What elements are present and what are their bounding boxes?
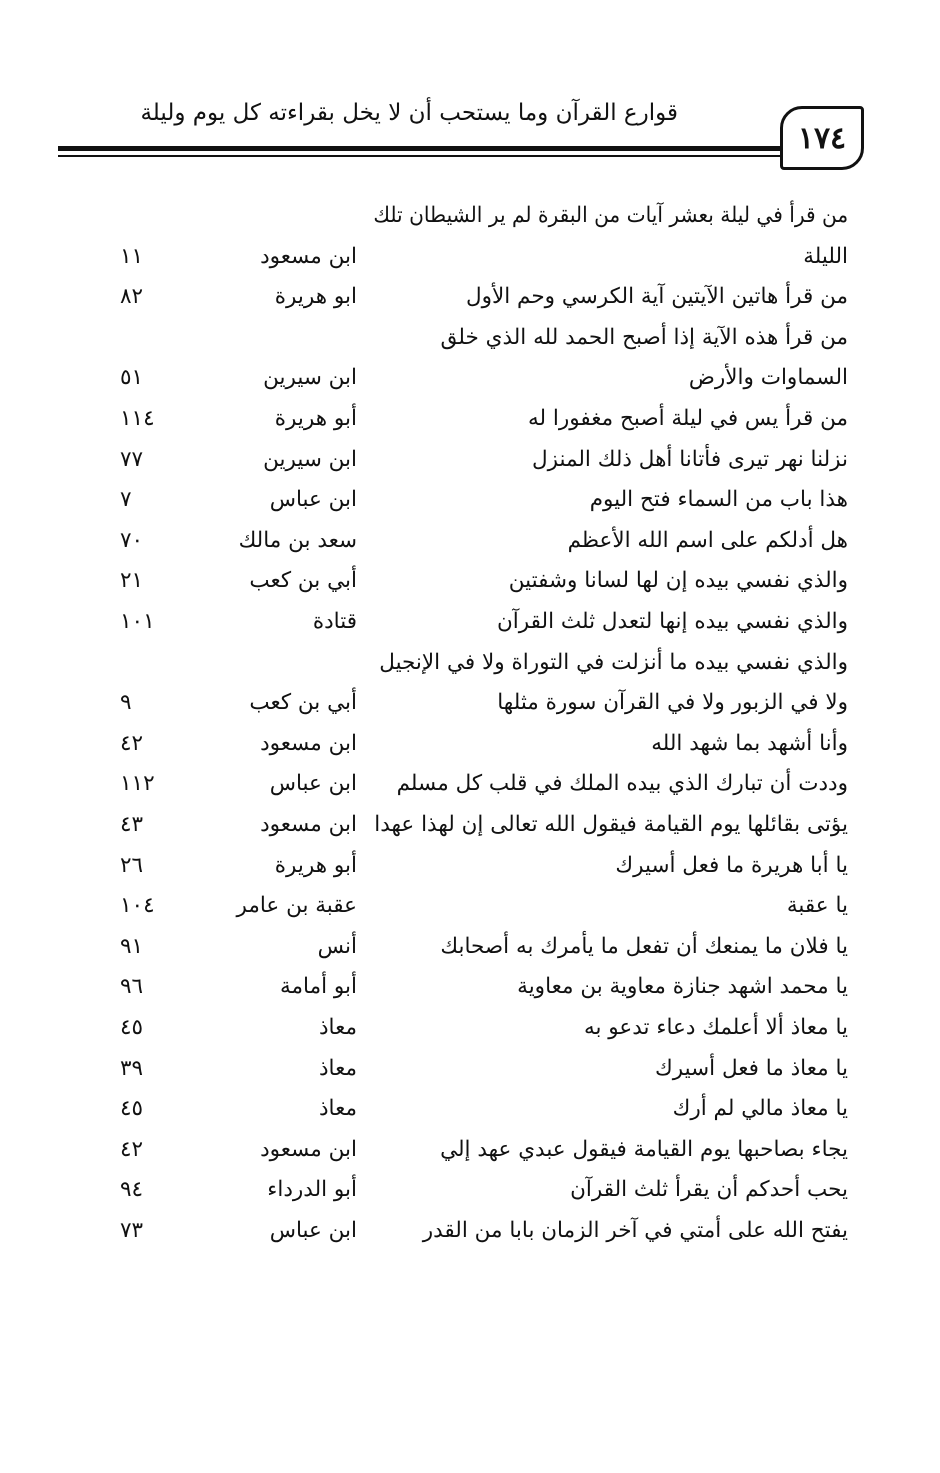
page-reference: ١٠١ xyxy=(120,609,155,634)
hadith-text: يا أبا هريرة ما فعل أسيرك xyxy=(615,853,848,878)
hadith-text: يفتح الله على أمتي في آخر الزمان بابا من القدر xyxy=(422,1218,848,1243)
index-row xyxy=(0,440,940,480)
hadith-text: يحب أحدكم أن يقرأ ثلث القرآن xyxy=(570,1177,848,1202)
page-reference: ٩ xyxy=(120,690,132,715)
page-number: ١٧٤ xyxy=(780,106,864,170)
header-rule-thin xyxy=(58,155,788,157)
narrator: قتادة xyxy=(312,609,357,634)
narrator: ابن سيرين xyxy=(263,447,357,472)
narrator: معاذ xyxy=(318,1015,357,1040)
hadith-text: وأنا أشهد بما شهد الله xyxy=(651,731,848,756)
hadith-text: السماوات والأرض xyxy=(688,365,848,390)
index-row xyxy=(0,764,940,804)
narrator: معاذ xyxy=(318,1096,357,1121)
narrator: ابن عباس xyxy=(269,487,357,512)
index-row xyxy=(0,358,940,398)
page-reference: ٧٠ xyxy=(120,528,144,553)
page-reference: ٣٩ xyxy=(120,1056,144,1081)
narrator: أنس xyxy=(317,934,357,959)
page-reference: ٧٣ xyxy=(120,1218,144,1243)
hadith-text: والذي نفسي بيده إنها لتعدل ثلث القرآن xyxy=(497,609,848,634)
index-row xyxy=(0,602,940,642)
index-row xyxy=(0,1049,940,1089)
index-row xyxy=(0,846,940,886)
hadith-text: يا معاذ ألا أعلمك دعاء تدعو به xyxy=(583,1015,848,1040)
index-row xyxy=(0,683,940,723)
hadith-text: ولا في الزبور ولا في القرآن سورة مثلها xyxy=(497,690,848,715)
index-row xyxy=(0,399,940,439)
running-title: قوارع القرآن وما يستحب أن لا يخل بقراءته كل يوم وليلة xyxy=(140,100,678,126)
page-reference: ١١ xyxy=(120,244,144,269)
index-row xyxy=(0,277,940,317)
index-row xyxy=(0,1008,940,1048)
index-row xyxy=(0,1130,940,1170)
narrator: ابو هريرة xyxy=(274,284,357,309)
index-row xyxy=(0,561,940,601)
hadith-text: هل أدلكم على اسم الله الأعظم xyxy=(567,528,848,553)
index-row xyxy=(0,1170,940,1210)
index-row xyxy=(0,480,940,520)
page-reference: ٢٦ xyxy=(120,853,144,878)
narrator: أبو هريرة xyxy=(274,406,357,431)
hadith-text: يؤتى بقائلها يوم القيامة فيقول الله تعالى إن لهذا عهدا xyxy=(374,812,848,837)
hadith-text: يا فلان ما يمنعك أن تفعل ما يأمرك به أصحابك xyxy=(440,934,848,959)
narrator: ابن مسعود xyxy=(260,244,357,269)
index-row xyxy=(0,643,940,683)
hadith-text: من قرأ هذه الآية إذا أصبح الحمد لله الذي خلق xyxy=(440,325,848,350)
hadith-text: من قرأ هاتين الآيتين آية الكرسي وحم الأول xyxy=(465,284,848,309)
page-reference: ٩٦ xyxy=(120,974,144,999)
page-reference: ٤٥ xyxy=(120,1015,144,1040)
narrator: أبي بن كعب xyxy=(249,568,357,593)
index-row xyxy=(0,521,940,561)
page-reference: ٢١ xyxy=(120,568,144,593)
page-reference: ٨٢ xyxy=(120,284,144,309)
page-reference: ٤٢ xyxy=(120,1137,144,1162)
narrator: سعد بن مالك xyxy=(238,528,357,553)
page-reference: ٧٧ xyxy=(120,447,144,472)
narrator: ابن مسعود xyxy=(260,731,357,756)
page-reference: ٥١ xyxy=(120,365,144,390)
narrator: ابن سيرين xyxy=(263,365,357,390)
hadith-text: يا عقبة xyxy=(786,893,848,918)
narrator: أبي بن كعب xyxy=(249,690,357,715)
narrator: معاذ xyxy=(318,1056,357,1081)
index-row xyxy=(0,967,940,1007)
page-reference: ٩١ xyxy=(120,934,144,959)
narrator: ابن عباس xyxy=(269,1218,357,1243)
hadith-text: وددت أن تبارك الذي بيده الملك في قلب كل مسلم xyxy=(396,771,848,796)
page-reference: ١١٤ xyxy=(120,406,155,431)
index-row xyxy=(0,1089,940,1129)
hadith-text: يا محمد اشهد جنازة معاوية بن معاوية xyxy=(517,974,848,999)
header-rule-thick xyxy=(58,146,788,151)
hadith-text: الليلة xyxy=(803,244,848,269)
narrator: ابن عباس xyxy=(269,771,357,796)
index-row xyxy=(0,237,940,277)
index-row xyxy=(0,318,940,358)
page-reference: ١٠٤ xyxy=(120,893,155,918)
narrator: أبو أمامة xyxy=(280,974,357,999)
hadith-text: من قرأ يس في ليلة أصبح مغفورا له xyxy=(527,406,848,431)
hadith-text: من قرأ في ليلة بعشر آيات من البقرة لم ير الشيطان تلك xyxy=(373,203,848,228)
page-reference: ١١٢ xyxy=(120,771,155,796)
index-row xyxy=(0,196,940,236)
index-row xyxy=(0,1211,940,1251)
page-reference: ٤٥ xyxy=(120,1096,144,1121)
narrator: أبو هريرة xyxy=(274,853,357,878)
index-row xyxy=(0,886,940,926)
index-row xyxy=(0,927,940,967)
narrator: ابن مسعود xyxy=(260,812,357,837)
page-reference: ٧ xyxy=(120,487,132,512)
hadith-text: هذا باب من السماء فتح اليوم xyxy=(589,487,848,512)
index-row xyxy=(0,724,940,764)
page-header xyxy=(58,96,868,176)
hadith-text: والذي نفسي بيده إن لها لسانا وشفتين xyxy=(508,568,848,593)
hadith-text: يجاء بصاحبها يوم القيامة فيقول عبدي عهد إلي xyxy=(440,1137,848,1162)
hadith-text: نزلنا نهر تيرى فأتانا أهل ذلك المنزل xyxy=(531,447,848,472)
narrator: عقبة بن عامر xyxy=(236,893,357,918)
page-reference: ٩٤ xyxy=(120,1177,144,1202)
hadith-text: يا معاذ مالي لم أرك xyxy=(672,1096,848,1121)
narrator: ابن مسعود xyxy=(260,1137,357,1162)
index-row xyxy=(0,805,940,845)
page-reference: ٤٣ xyxy=(120,812,144,837)
hadith-text: يا معاذ ما فعل أسيرك xyxy=(655,1056,848,1081)
hadith-text: والذي نفسي بيده ما أنزلت في التوراة ولا في الإنجيل xyxy=(379,650,848,675)
narrator: أبو الدرداء xyxy=(267,1177,357,1202)
page-reference: ٤٢ xyxy=(120,731,144,756)
